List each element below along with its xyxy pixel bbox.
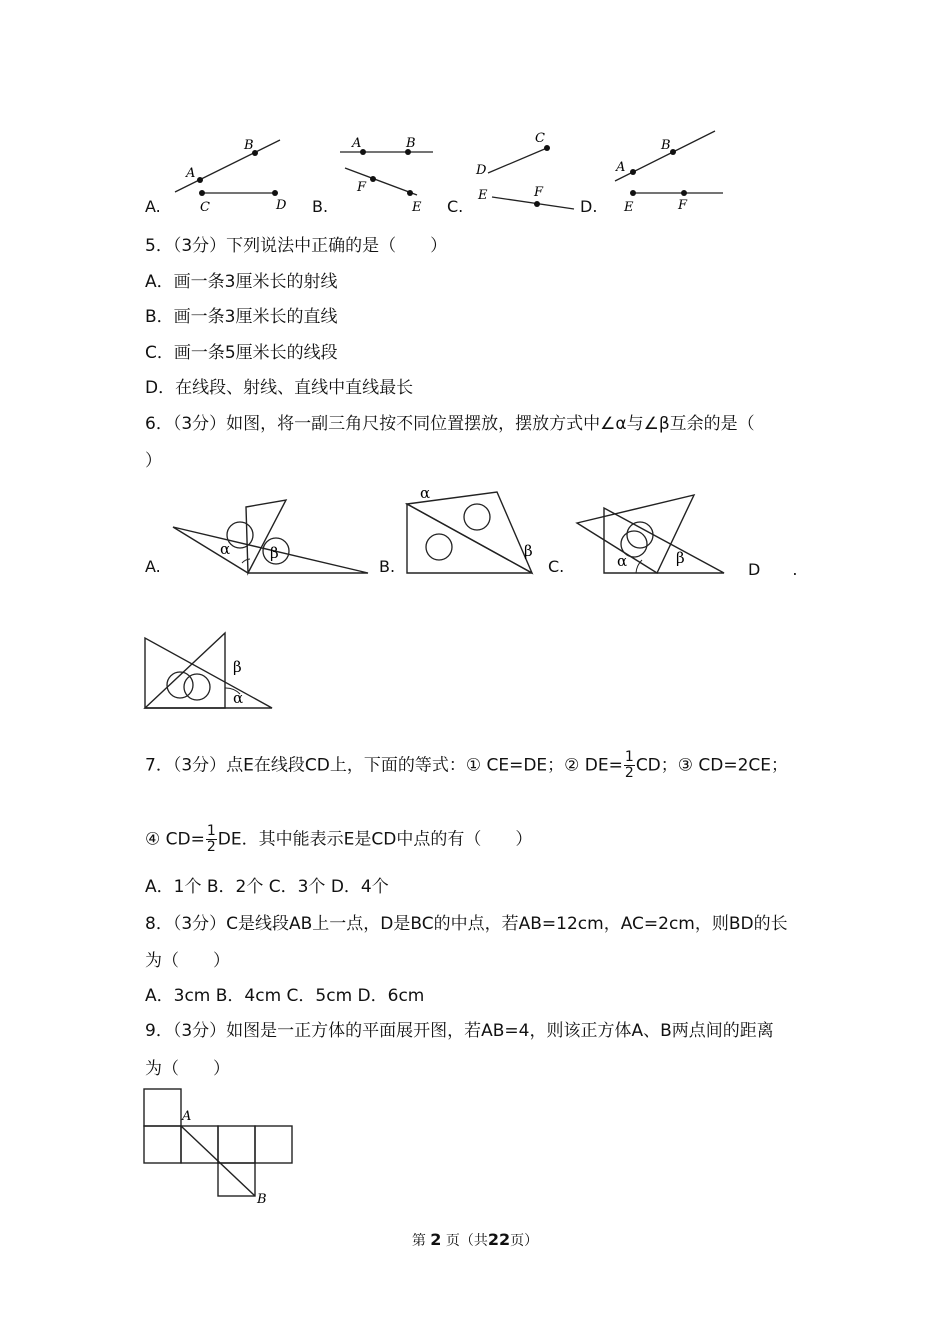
q6-stem-line2: ）: [145, 451, 162, 471]
q7-options[interactable]: A．1个 B．2个 C．3个 D．4个: [145, 877, 389, 897]
q4a-point-d: D: [276, 198, 287, 213]
q4c-point-e: E: [478, 188, 488, 203]
q4b-point-f: F: [357, 180, 367, 195]
q6c-beta: β: [676, 549, 685, 567]
footer-prefix: 第: [411, 1233, 426, 1249]
q4d-point-f: F: [678, 198, 688, 213]
q8-options[interactable]: A．3cm B．4cm C．5cm D．6cm: [145, 986, 425, 1006]
q7-stem-part1: 7．（3分）点E在线段CD上，下面的等式：① CE=DE；② DE=: [145, 755, 623, 776]
q4d-point-e: E: [624, 200, 634, 215]
q5-stem: 5．（3分）下列说法中正确的是（ ）: [145, 236, 448, 256]
footer-middle: 页（共: [445, 1233, 488, 1249]
q4b-point-b: B: [406, 136, 416, 151]
q4c-point-f: F: [534, 185, 544, 200]
q4-option-d-label[interactable]: D.: [580, 197, 598, 216]
q7-fraction-2: [206, 824, 217, 855]
q7-fraction-1-num: 1: [624, 749, 634, 765]
q6-figure-d: [140, 628, 280, 718]
q6-option-c-label[interactable]: C.: [548, 557, 565, 576]
q4-figure-c: [470, 125, 580, 220]
q8-stem-line1: 8．（3分）C是线段AB上一点，D是BC的中点，若AB=12cm，AC=2cm，则BD的长: [145, 914, 788, 934]
q6a-beta: β: [270, 544, 279, 562]
q4a-point-b: B: [244, 138, 254, 153]
q8-stem-line2: 为（ ）: [145, 951, 230, 971]
q7-fraction-1: [624, 750, 635, 781]
q4b-point-a: A: [352, 136, 362, 151]
q4a-point-a: A: [186, 166, 196, 181]
q7-fraction-1-den: 2: [624, 765, 634, 781]
q6-option-d-label[interactable]: D .: [748, 560, 798, 579]
q6d-beta: β: [233, 658, 242, 676]
q6d-alpha: α: [233, 689, 244, 707]
q7-stem-part2: CD；③ CD=2CE；: [635, 755, 789, 776]
q7-stem-line1: [145, 750, 788, 781]
q5-option-c[interactable]: C．画一条5厘米长的线段: [145, 343, 338, 363]
q6-option-b-label[interactable]: B.: [379, 557, 396, 576]
q4-figure-a: [170, 130, 290, 220]
q7-fraction-2-den: 2: [206, 839, 216, 855]
q4-option-b-label[interactable]: B.: [312, 197, 329, 216]
q9-point-a: A: [182, 1109, 192, 1124]
q6b-beta: β: [524, 542, 533, 560]
q7-stem-line2: [145, 824, 532, 855]
q6a-alpha: α: [220, 540, 231, 558]
q4a-point-c: C: [200, 200, 210, 215]
q6-stem-line1: 6．（3分）如图，将一副三角尺按不同位置摆放，摆放方式中∠α与∠β互余的是（: [145, 414, 755, 434]
q6-figure-b: [402, 480, 542, 580]
footer-total-pages: 22: [487, 1230, 511, 1249]
q5-option-b[interactable]: B．画一条3厘米长的直线: [145, 307, 338, 327]
q6b-alpha: α: [420, 484, 431, 502]
q4d-point-b: B: [661, 138, 671, 153]
q4c-point-c: C: [535, 131, 545, 146]
q4b-point-e: E: [412, 200, 422, 215]
q4-option-a-label[interactable]: A.: [145, 197, 161, 216]
q6-figure-c: [572, 490, 732, 580]
q9-stem-line1: 9．（3分）如图是一正方体的平面展开图，若AB=4，则该正方体A、B两点间的距离: [145, 1021, 774, 1041]
q4-option-c-label[interactable]: C.: [447, 197, 464, 216]
q9-point-b: B: [257, 1192, 267, 1207]
q7-line2-part1: ④ CD=: [145, 829, 205, 850]
q7-fraction-2-num: 1: [206, 823, 216, 839]
q9-cube-net-figure: [140, 1085, 305, 1210]
q9-stem-line2: 为（ ）: [145, 1059, 230, 1079]
q4-figure-d: [605, 125, 730, 220]
page-footer: [0, 1230, 950, 1250]
q6c-alpha: α: [617, 552, 628, 570]
q5-option-a[interactable]: A．画一条3厘米长的射线: [145, 272, 338, 292]
q7-line2-part2: DE．其中能表示E是CD中点的有（ ）: [217, 829, 533, 850]
q6-figure-a: [168, 495, 373, 580]
q6-option-a-label[interactable]: A.: [145, 557, 161, 576]
q4d-point-a: A: [616, 160, 626, 175]
footer-page-number: 2: [430, 1230, 442, 1249]
q4-figure-b: [335, 130, 445, 220]
q4c-point-d: D: [476, 163, 487, 178]
q5-option-d[interactable]: D．在线段、射线、直线中直线最长: [145, 378, 414, 398]
footer-suffix: 页）: [510, 1233, 539, 1249]
